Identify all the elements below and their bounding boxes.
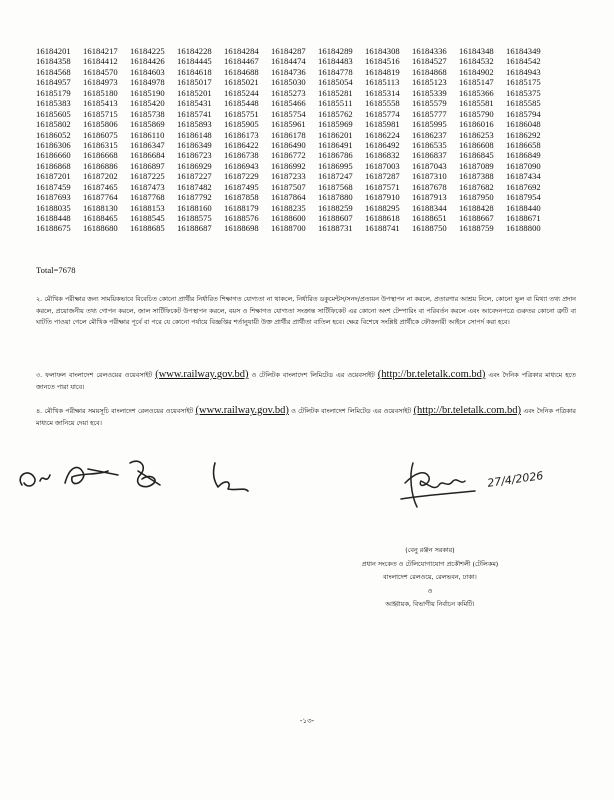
- roll-number: 16185021: [224, 77, 259, 88]
- p4-text-before: ৪. মৌখিক পরীক্ষার সময়সূচি বাংলাদেশ রেলওয়ের ওয়েবসাইট: [36, 407, 194, 415]
- roll-number: 16184358: [36, 56, 71, 67]
- roll-number: 16184819: [365, 66, 400, 77]
- roll-number: 16185981: [365, 119, 400, 130]
- roll-number: 16185585: [506, 98, 541, 109]
- roll-number: 16185273: [271, 87, 306, 98]
- roll-number: 16188259: [318, 202, 353, 213]
- roll-number: 16186868: [36, 160, 71, 171]
- teletalk-website-link: (http://br.teletalk.com.bd): [377, 369, 486, 380]
- roll-number: 16185754: [271, 108, 306, 119]
- roll-number: 16187003: [365, 160, 400, 171]
- roll-number: 16188600: [271, 213, 306, 223]
- roll-number: 16184467: [224, 56, 259, 67]
- roll-number: 16187950: [459, 192, 494, 203]
- page-number: -১৩-: [299, 717, 315, 725]
- p4-text-after: এবং দৈনিক পত্রিকার মাধ্যমে জানিয়ে দেয়া হবে।: [36, 407, 576, 427]
- roll-number: 16185605: [36, 108, 71, 119]
- roll-number: 16188235: [271, 202, 306, 213]
- roll-number: 16188448: [36, 213, 71, 223]
- roll-number: 16184618: [177, 66, 212, 77]
- roll-number: 16187858: [224, 192, 259, 203]
- roll-number: 16187864: [271, 192, 306, 203]
- roll-number-grid: [36, 46, 553, 234]
- roll-number: 16187764: [83, 192, 118, 203]
- paragraph-3: [36, 369, 576, 393]
- roll-number: 16188675: [36, 223, 71, 234]
- roll-number: 16185147: [459, 77, 494, 88]
- roll-number: 16186253: [459, 129, 494, 140]
- roll-number: 16188680: [83, 223, 118, 234]
- roll-number: 16186658: [506, 139, 541, 150]
- paragraph-2: ২. মৌখিক পরীক্ষার জন্য সাময়িকভাবে বিবেচিত কোনো প্রার্থীর নির্ধারিত শিক্ষাগত যোগ্যতা না থাকলে, নির্ধারিত ডকুমেন্টস/সনদ/প্রত্যয়ন উপস্থাপন না করলে, প্রতারণার আশ্রয় নিলে, কোনো ভুল বা মিথ্যা তথ্য প্রদান করলে, প্রয়োজনীয় তথ্য গোপন করলে, জাল সার্টিফিকেট উপস্থাপন করলে, বয়স ও শিক্ষাগত যোগ্যতা সংক্রান্ত সার্টিফিকেট এর কোনো অংশ টেম্পারিং বা পরিবর্তন করলে এবং আবেদনপত্রে গুরুতর কোনো ত্রুটি বা ঘাটতি পাওয়া গেলে মৌখিক পরীক্ষার পূর্বে বা পরে যে কোনো পর্যায়ে বিজ্ঞপ্তির শর্তানুযায়ী উক্ত প্রার্থীর প্রার্থীতা বাতিল হবে। ক্ষেত্র বিশেষে সংশ্লিষ্ট প্রার্থীকে ফৌজদারী আইনে সোপর্দ করা হবে।: [36, 295, 576, 327]
- roll-number: 16184688: [224, 66, 259, 77]
- roll-number: 16185366: [459, 87, 494, 98]
- roll-number: 16186306: [36, 139, 71, 150]
- roll-number: 16184868: [412, 66, 447, 77]
- roll-number: 16184445: [177, 56, 212, 67]
- roll-number: 16186173: [224, 129, 259, 140]
- roll-number: 16184957: [36, 77, 71, 88]
- roll-number: 16187693: [36, 192, 71, 203]
- total-count: Total=7678: [36, 265, 76, 275]
- roll-number: 16187507: [271, 181, 306, 192]
- roll-number: 16187792: [177, 192, 212, 203]
- roll-number: 16185420: [130, 98, 165, 109]
- roll-number: 16185339: [412, 87, 447, 98]
- roll-number: 16187310: [412, 171, 447, 182]
- roll-number: 16188576: [224, 213, 259, 223]
- roll-number: 16184778: [318, 66, 353, 77]
- roll-number: 16185375: [506, 87, 541, 98]
- roll-number: 16187233: [271, 171, 306, 182]
- roll-number: 16186075: [83, 129, 118, 140]
- roll-number: 16187913: [412, 192, 447, 203]
- signatory-conjunction: ও: [427, 586, 433, 595]
- roll-number: 16184542: [506, 56, 541, 67]
- roll-number: 16185180: [83, 87, 118, 98]
- roll-number: 16188465: [83, 213, 118, 223]
- roll-number: 16185738: [130, 108, 165, 119]
- roll-number: 16185581: [459, 98, 494, 109]
- roll-number: 16187954: [506, 192, 541, 203]
- roll-number: 16186660: [36, 150, 71, 161]
- roll-number: 16188295: [365, 202, 400, 213]
- roll-number: 16186178: [271, 129, 306, 140]
- roll-number: 16186845: [459, 150, 494, 161]
- roll-number: 16184483: [318, 56, 353, 67]
- roll-number: 16188153: [130, 202, 165, 213]
- roll-number: 16187459: [36, 181, 71, 192]
- p3-text-mid: ও টেলিটক বাংলাদেশ লিমিটেড এর ওয়েবসাইট: [251, 371, 375, 379]
- roll-number: 16186347: [130, 139, 165, 150]
- roll-number: 16185175: [506, 77, 541, 88]
- roll-number: 16187090: [506, 160, 541, 171]
- roll-number: 16186786: [318, 150, 353, 161]
- roll-number: 16185113: [365, 77, 400, 88]
- roll-number: 16184225: [130, 46, 165, 56]
- roll-number: 16188607: [318, 213, 353, 223]
- roll-number: 16185448: [224, 98, 259, 109]
- roll-number: 16184287: [271, 46, 306, 56]
- roll-number: 16185579: [412, 98, 447, 109]
- roll-number: 16185741: [177, 108, 212, 119]
- roll-number: 16185790: [459, 108, 494, 119]
- roll-number: 16185054: [318, 77, 353, 88]
- roll-number: 16185431: [177, 98, 212, 109]
- p3-text-before: ৩. ফলাফল বাংলাদেশ রেলওয়ের ওয়েবসাইট: [36, 371, 153, 379]
- roll-number: 16184228: [177, 46, 212, 56]
- roll-number: 16188344: [412, 202, 447, 213]
- roll-number: 16188179: [224, 202, 259, 213]
- roll-number: 16184568: [36, 66, 71, 77]
- roll-number: 16184943: [506, 66, 541, 77]
- roll-number: 16185806: [83, 119, 118, 130]
- roll-number: 16185794: [506, 108, 541, 119]
- roll-number: 16184201: [36, 46, 71, 56]
- roll-number: 16187568: [318, 181, 353, 192]
- railway-website-link: (www.railway.gov.bd): [195, 405, 289, 416]
- roll-number: 16188035: [36, 202, 71, 213]
- roll-number: 16188685: [130, 223, 165, 234]
- roll-number: 16187682: [459, 181, 494, 192]
- roll-number: 16184308: [365, 46, 400, 56]
- roll-number: 16184570: [83, 66, 118, 77]
- roll-number: 16185383: [36, 98, 71, 109]
- roll-number: 16185969: [318, 119, 353, 130]
- roll-number: 16185751: [224, 108, 259, 119]
- roll-number: 16188618: [365, 213, 400, 223]
- roll-number: 16184973: [83, 77, 118, 88]
- roll-number: 16187388: [459, 171, 494, 182]
- roll-number: 16186237: [412, 129, 447, 140]
- roll-number: 16184516: [365, 56, 400, 67]
- roll-number: 16186201: [318, 129, 353, 140]
- roll-number: 16186738: [224, 150, 259, 161]
- roll-number: 16187692: [506, 181, 541, 192]
- roll-number: 16184978: [130, 77, 165, 88]
- roll-number: 16188700: [271, 223, 306, 234]
- roll-number: 16187482: [177, 181, 212, 192]
- roll-number: 16186349: [177, 139, 212, 150]
- roll-number: 16184527: [412, 56, 447, 67]
- roll-number: 16185511: [318, 98, 353, 109]
- signatory-role: আহ্বায়ক, বিভাগীয় নির্বাচন কমিটি।: [385, 600, 475, 608]
- roll-number: 16188698: [224, 223, 259, 234]
- roll-number: 16185030: [271, 77, 306, 88]
- roll-number: 16186422: [224, 139, 259, 150]
- roll-number: 16184474: [271, 56, 306, 67]
- roll-number: 16186490: [271, 139, 306, 150]
- roll-number: 16187089: [459, 160, 494, 171]
- handwritten-date: 27/4/2026: [486, 469, 545, 490]
- p4-text-mid: ও টেলিটক বাংলাদেশ লিমিটেড এর ওয়েবসাইট: [291, 407, 412, 415]
- roll-number: 16186995: [318, 160, 353, 171]
- roll-number: 16186832: [365, 150, 400, 161]
- roll-number: 16188759: [459, 223, 494, 234]
- roll-number: 16186016: [459, 119, 494, 130]
- signatory-name: (বেনু রঞ্জন সরকার): [405, 546, 455, 554]
- roll-number: 16185869: [130, 119, 165, 130]
- roll-number: 16185558: [365, 98, 400, 109]
- roll-number: 16186535: [412, 139, 447, 150]
- roll-number: 16187247: [318, 171, 353, 182]
- roll-number: 16188545: [130, 213, 165, 223]
- roll-number: 16186048: [506, 119, 541, 130]
- roll-number: 16187229: [224, 171, 259, 182]
- roll-number: 16187287: [365, 171, 400, 182]
- roll-number: 16185179: [36, 87, 71, 98]
- roll-number: 16185905: [224, 119, 259, 130]
- p3-text-after: এবং দৈনিক পত্রিকার মাধ্যমে হতে জানতে পারা যাবে।: [36, 371, 576, 391]
- roll-number: 16188428: [459, 202, 494, 213]
- roll-number: 16184349: [506, 46, 541, 56]
- roll-number: 16185123: [412, 77, 447, 88]
- roll-number: 16184289: [318, 46, 353, 56]
- roll-number: 16186052: [36, 129, 71, 140]
- roll-number: 16188671: [506, 213, 541, 223]
- roll-number: 16188750: [412, 223, 447, 234]
- roll-number: 16185893: [177, 119, 212, 130]
- roll-number: 16186608: [459, 139, 494, 150]
- roll-number: 16187473: [130, 181, 165, 192]
- roll-number: 16187495: [224, 181, 259, 192]
- roll-number: 16186943: [224, 160, 259, 171]
- roll-number: 16187434: [506, 171, 541, 182]
- roll-number: 16184902: [459, 66, 494, 77]
- signatory-designation: প্রধান সংকেত ও টেলিযোগাযোগ প্রকৌশলী (টেলিকম): [361, 559, 499, 568]
- roll-number: 16184348: [459, 46, 494, 56]
- signatory-office: বাংলাদেশ রেলওয়ে, রেলভবন, ঢাকা।: [383, 573, 477, 581]
- roll-number: 16186492: [365, 139, 400, 150]
- roll-number: 16186315: [83, 139, 118, 150]
- roll-number: 16186292: [506, 129, 541, 140]
- roll-number: 16186992: [271, 160, 306, 171]
- roll-number: 16188731: [318, 223, 353, 234]
- roll-number: 16186886: [83, 160, 118, 171]
- roll-number: 16188440: [506, 202, 541, 213]
- roll-number: 16185777: [412, 108, 447, 119]
- roll-number: 16188687: [177, 223, 212, 234]
- committee-initials-signatures: [10, 445, 270, 510]
- signature-block: [260, 544, 600, 612]
- roll-number: 16186849: [506, 150, 541, 161]
- officer-signature: [395, 455, 570, 515]
- roll-number: 16188130: [83, 202, 118, 213]
- roll-number: 16184217: [83, 46, 118, 56]
- paragraph-4: [36, 405, 576, 429]
- teletalk-website-link: (http://br.teletalk.com.bd): [413, 405, 522, 416]
- roll-number: 16186224: [365, 129, 400, 140]
- roll-number: 16184412: [83, 56, 118, 67]
- roll-number: 16186897: [130, 160, 165, 171]
- roll-number: 16186837: [412, 150, 447, 161]
- roll-number: 16188575: [177, 213, 212, 223]
- roll-number: 16187768: [130, 192, 165, 203]
- roll-number: 16188160: [177, 202, 212, 213]
- roll-number: 16187571: [365, 181, 400, 192]
- roll-number: 16188800: [506, 223, 541, 234]
- roll-number: 16185190: [130, 87, 165, 98]
- roll-number: 16187910: [365, 192, 400, 203]
- roll-number: 16185715: [83, 108, 118, 119]
- roll-number: 16184284: [224, 46, 259, 56]
- roll-number: 16185466: [271, 98, 306, 109]
- roll-number: 16187678: [412, 181, 447, 192]
- roll-number: 16184336: [412, 46, 447, 56]
- roll-number: 16185017: [177, 77, 212, 88]
- roll-number: 16187201: [36, 171, 71, 182]
- roll-number: 16184603: [130, 66, 165, 77]
- roll-number: 16186148: [177, 129, 212, 140]
- roll-number: 16185961: [271, 119, 306, 130]
- roll-number: 16186929: [177, 160, 212, 171]
- roll-number: 16186110: [130, 129, 165, 140]
- roll-number: 16184736: [271, 66, 306, 77]
- roll-number: 16185802: [36, 119, 71, 130]
- roll-number: 16187465: [83, 181, 118, 192]
- roll-number: 16185244: [224, 87, 259, 98]
- roll-number: 16186491: [318, 139, 353, 150]
- roll-number: 16185762: [318, 108, 353, 119]
- roll-number: 16186772: [271, 150, 306, 161]
- roll-number: 16185413: [83, 98, 118, 109]
- roll-number: 16186668: [83, 150, 118, 161]
- roll-number: 16187227: [177, 171, 212, 182]
- roll-number: 16187202: [83, 171, 118, 182]
- roll-number: 16185281: [318, 87, 353, 98]
- roll-number: 16187225: [130, 171, 165, 182]
- roll-number: 16185314: [365, 87, 400, 98]
- roll-number: 16186723: [177, 150, 212, 161]
- roll-number: 16186684: [130, 150, 165, 161]
- railway-website-link: (www.railway.gov.bd): [155, 369, 249, 380]
- roll-number: 16188667: [459, 213, 494, 223]
- roll-number: 16185995: [412, 119, 447, 130]
- roll-number: 16185201: [177, 87, 212, 98]
- roll-number: 16187043: [412, 160, 447, 171]
- roll-number: 16184426: [130, 56, 165, 67]
- roll-number: 16185774: [365, 108, 400, 119]
- roll-number: 16184532: [459, 56, 494, 67]
- roll-number: 16187880: [318, 192, 353, 203]
- roll-number: 16188741: [365, 223, 400, 234]
- roll-number: 16188651: [412, 213, 447, 223]
